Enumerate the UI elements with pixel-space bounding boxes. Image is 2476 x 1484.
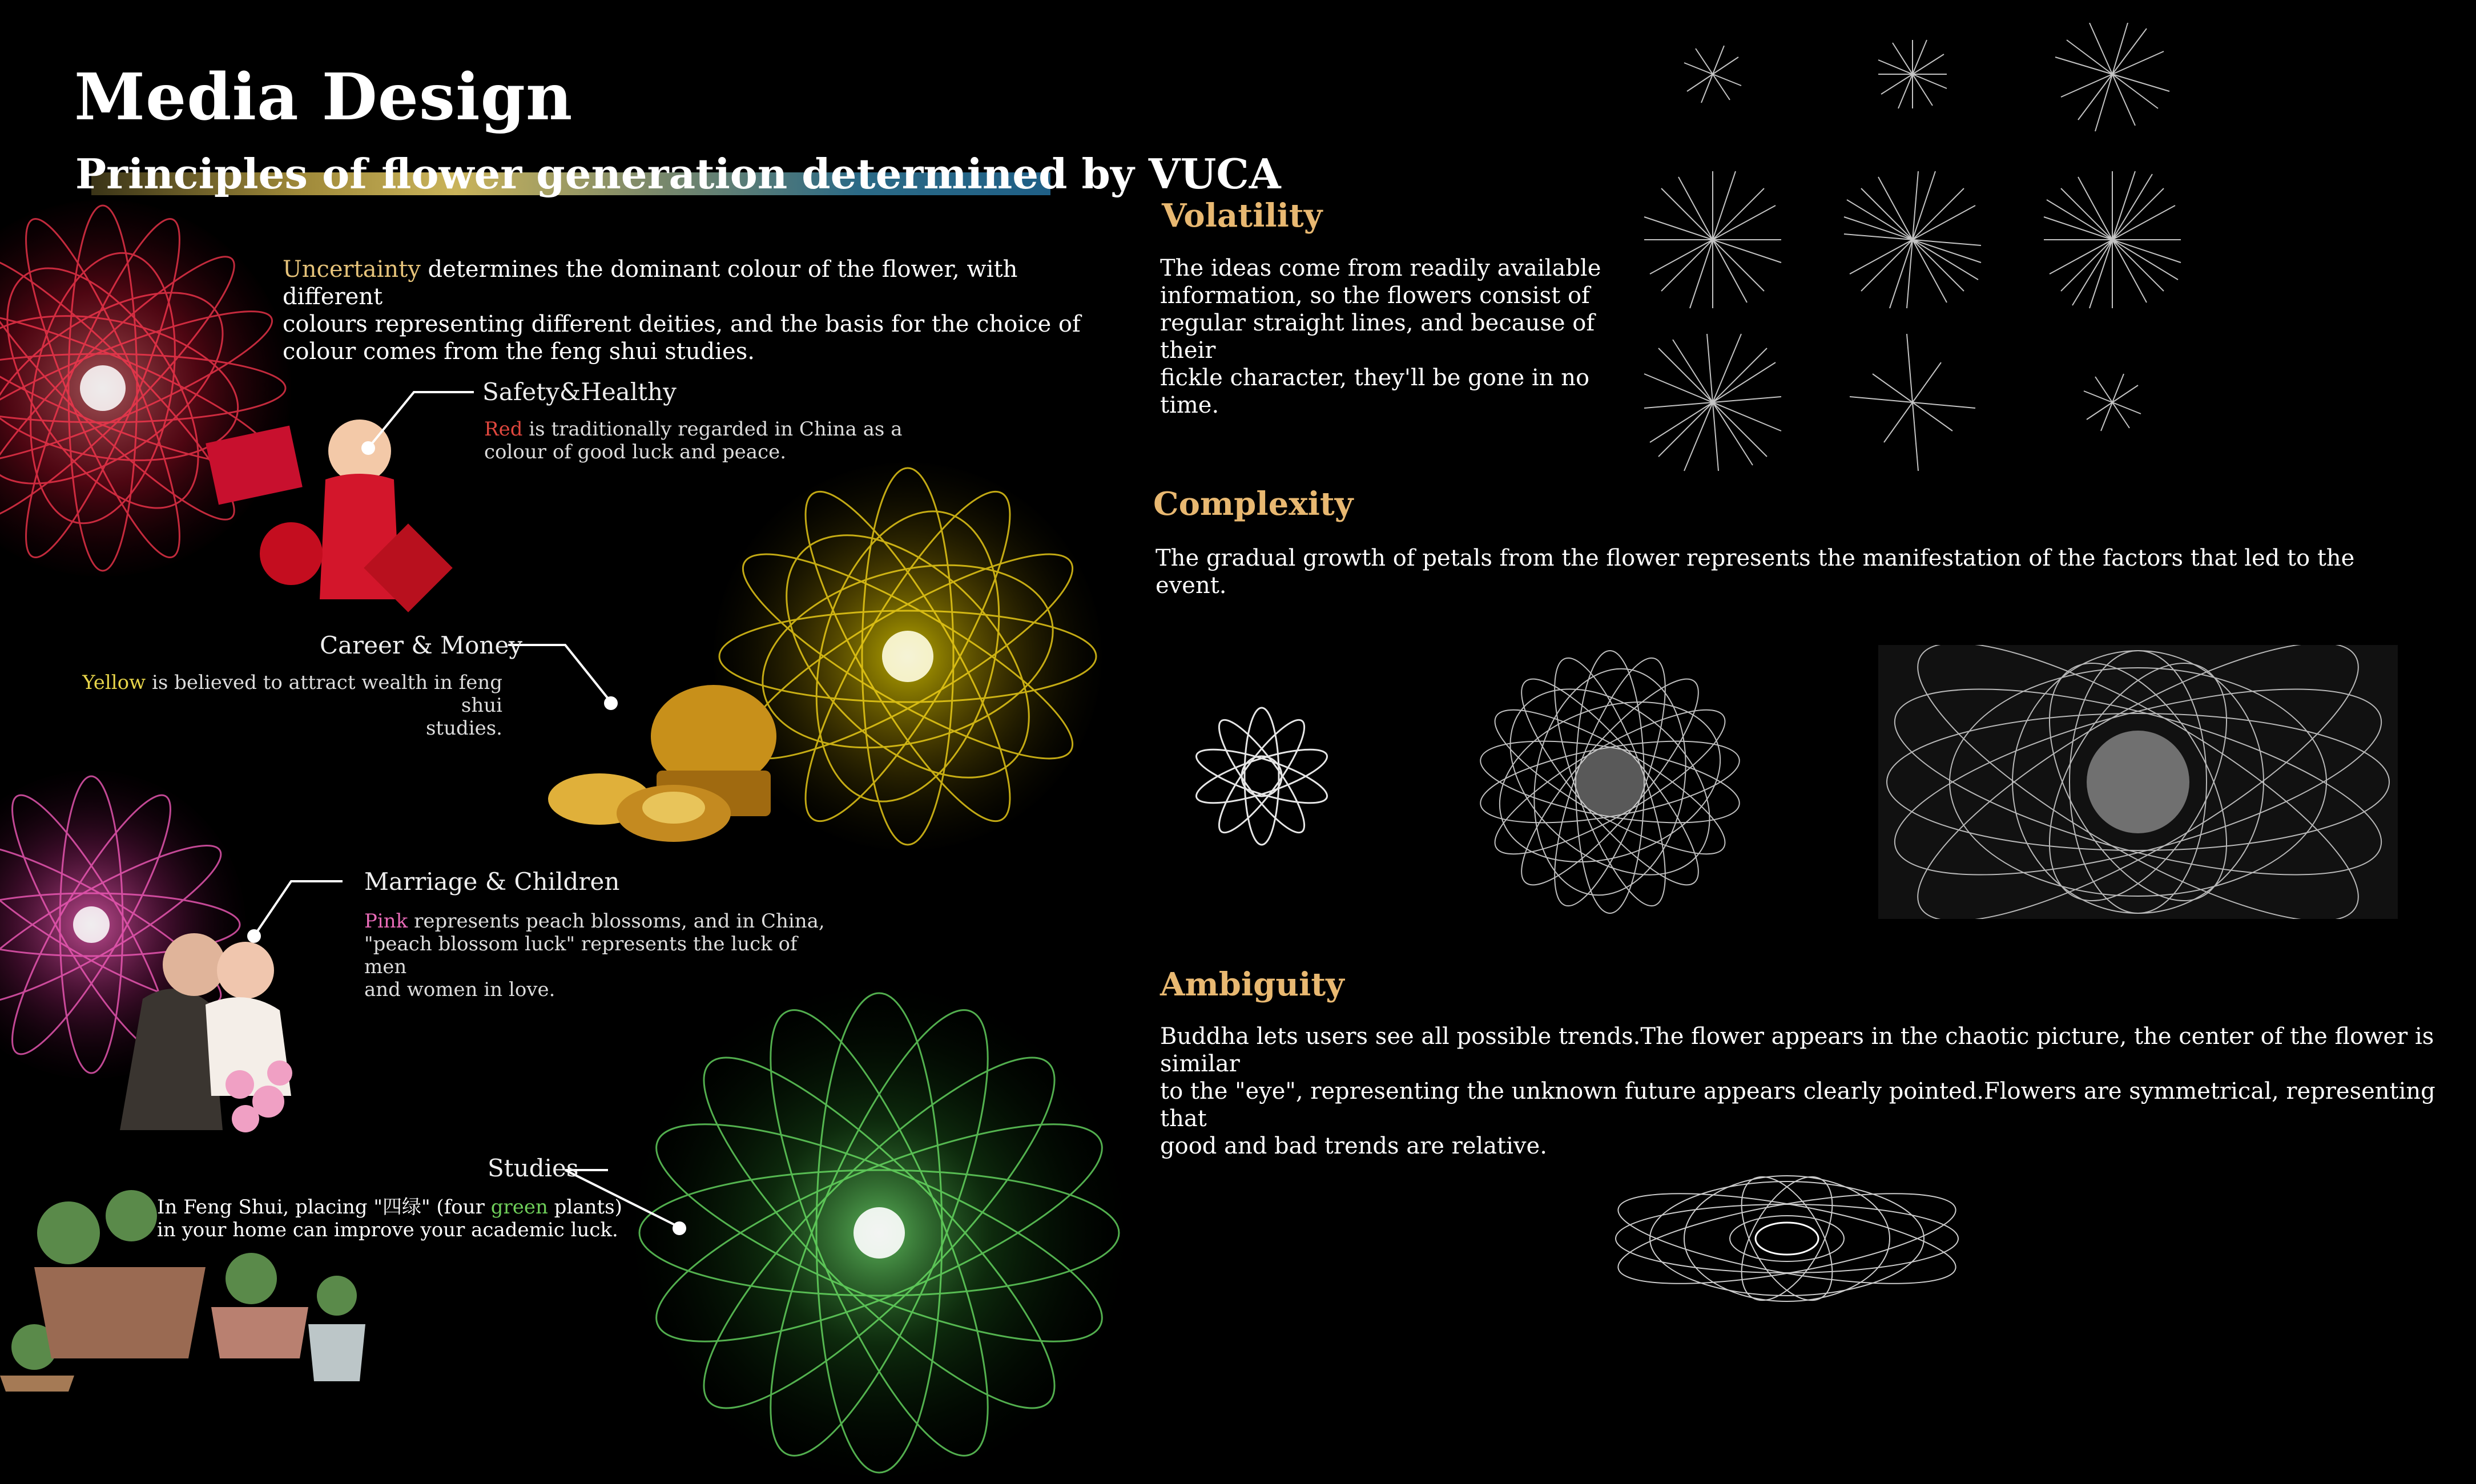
line-flower-7	[1644, 334, 1781, 471]
line-flower-4	[1644, 171, 1781, 308]
ambiguity-line: to the "eye", representing the unknown future appears clearly pointed.Flowers are symmetrical, representing that	[1160, 1078, 2435, 1132]
page-subtitle: Principles of flower generation determined by VUCA	[75, 150, 1281, 198]
red-keyword: Red	[484, 418, 523, 441]
career-money-description	[69, 671, 502, 740]
volatility-line-flowers-grid	[1633, 23, 2227, 479]
complexity-medium-flower	[1462, 645, 1758, 919]
ambiguity-line: good and bad trends are relative.	[1160, 1133, 1547, 1159]
ambiguity-heading: Ambiguity	[1160, 966, 1344, 1003]
safety-healthy-description	[484, 418, 918, 463]
complexity-heading: Complexity	[1153, 485, 1354, 523]
volatility-line: information, so the flowers consist of	[1160, 283, 1590, 309]
volatility-heading: Volatility	[1162, 197, 1323, 235]
studies-line-2: in your home can improve your academic luck.	[157, 1219, 618, 1241]
marriage-line-2: "peach blossom luck" represents the luck of men	[364, 933, 798, 978]
line-flower-1	[1684, 46, 1741, 103]
intro-line-3: colour comes from the feng shui studies.	[283, 338, 755, 365]
line-flower-2	[1878, 40, 1947, 108]
yellow-keyword: Yellow	[82, 671, 146, 694]
studies-label: Studies	[488, 1154, 579, 1182]
complexity-small-flower	[1165, 685, 1359, 868]
studies-description	[157, 1196, 625, 1241]
volatility-line: regular straight lines, and because of their	[1160, 310, 1595, 364]
career-line-2: studies.	[425, 717, 502, 740]
career-money-label: Career & Money	[320, 631, 523, 659]
safety-line-1: is traditionally regarded in China as a	[522, 418, 903, 441]
volatility-line: The ideas come from readily available	[1160, 255, 1601, 281]
line-flower-9	[2084, 374, 2141, 431]
safety-healthy-label: Safety&Healthy	[482, 378, 677, 406]
line-flower-6	[2044, 171, 2181, 308]
line-flower-8	[1850, 334, 1975, 471]
studies-line-1b: plants)	[547, 1196, 622, 1219]
intro-line-2: colours representing different deities, and the basis for the choice of	[283, 311, 1081, 337]
marriage-children-label: Marriage & Children	[364, 868, 620, 896]
ambiguity-line: Buddha lets users see all possible trends.The flower appears in the chaotic picture, the center of the flower is similar	[1160, 1023, 2434, 1077]
marriage-line-1: represents peach blossoms, and in China,	[408, 910, 825, 933]
safety-line-2: colour of good luck and peace.	[484, 441, 787, 463]
marriage-children-description	[364, 910, 832, 1001]
complexity-paragraph: The gradual growth of petals from the flower represents the manifestation of the factors that led to the event.	[1156, 545, 2355, 599]
page-title: Media Design	[74, 60, 573, 135]
uncertainty-keyword: Uncertainty	[283, 256, 421, 283]
volatility-line: fickle character, they'll be gone in no time.	[1160, 365, 1590, 418]
intro-line-1: determines the dominant colour of the flower, with different	[283, 256, 1018, 310]
complexity-large-flower	[1878, 645, 2398, 919]
pink-keyword: Pink	[364, 910, 408, 933]
green-keyword: green	[490, 1196, 548, 1219]
line-flower-5	[1844, 171, 1981, 308]
volatility-paragraph	[1160, 255, 1651, 419]
line-flower-3	[2055, 23, 2169, 131]
ambiguity-paragraph	[1160, 1023, 2450, 1160]
ambiguity-eye-flower	[1599, 1164, 1975, 1313]
studies-line-1a: In Feng Shui, placing "四绿" (four	[157, 1196, 491, 1219]
marriage-line-3: and women in love.	[364, 978, 555, 1001]
career-line-1: is believed to attract wealth in feng shui	[146, 671, 502, 717]
